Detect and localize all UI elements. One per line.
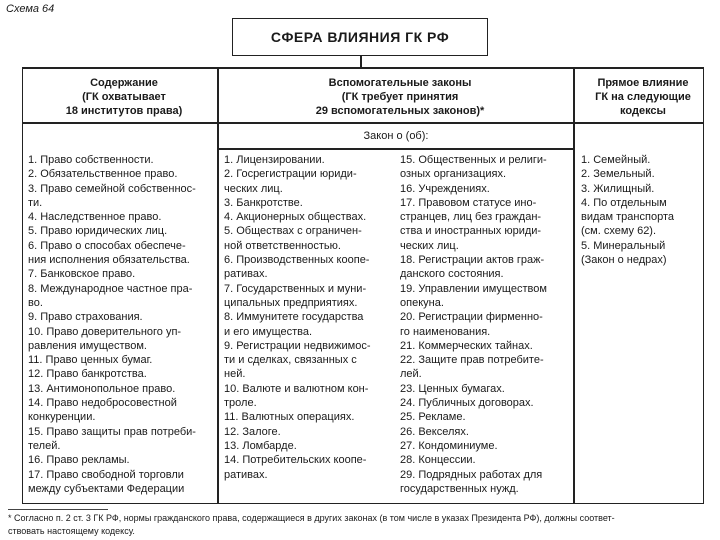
auxiliary-list-item: 22. Защите прав потребите-	[400, 354, 544, 367]
auxiliary-header	[218, 68, 582, 126]
footnote-line-2: ствовать настоящему кодексу.	[8, 526, 135, 536]
footnote	[8, 512, 712, 538]
auxiliary-list-item: 11. Валютных операциях.	[224, 411, 355, 424]
code-list-item: 3. Жилищный.	[581, 182, 655, 195]
auxiliary-list-item: 26. Векселях.	[400, 425, 469, 438]
content-list-item: конкуренции.	[28, 411, 96, 424]
content-list-item: 6. Право о способах обеспече-	[28, 239, 186, 252]
auxiliary-list-item: ти и сделках, связанных с	[224, 354, 357, 367]
code-list-item: 2. Земельный.	[581, 168, 655, 181]
code-list-item: 5. Минеральный	[581, 239, 666, 252]
auxiliary-list-item: ней.	[224, 368, 246, 381]
content-list-item: 4. Наследственное право.	[28, 211, 162, 224]
auxiliary-list-item: 3. Банкротстве.	[224, 196, 303, 209]
auxiliary-list-item: ципальных предприятиях.	[224, 296, 358, 309]
content-list-item: 16. Право рекламы.	[28, 454, 130, 467]
content-list-item: равления имуществом.	[28, 339, 147, 352]
content-list-item: 15. Право защиты прав потреби-	[28, 425, 196, 438]
auxiliary-header-line-1: Вспомогательные законы	[328, 77, 472, 89]
auxiliary-list-item: 13. Ломбарде.	[224, 439, 297, 452]
auxiliary-header-line-3: 29 вспомогательных законов)*	[315, 105, 485, 117]
footnote-line-1: * Согласно п. 2 ст. 3 ГК РФ, нормы гражданского права, содержащиеся в других законах (в том числе в указах Президента РФ), должны соответ-	[8, 513, 615, 523]
auxiliary-list-item: ративах.	[224, 468, 268, 481]
content-list-item: 13. Антимонопольное право.	[28, 382, 176, 395]
auxiliary-list-2	[400, 153, 572, 496]
auxiliary-header-line-2: (ГК требует принятия	[341, 91, 459, 103]
content-header-rule	[22, 122, 218, 124]
auxiliary-list-item: 17. Правовом статусе ино-	[400, 196, 537, 209]
content-list-item: 3. Право семейной собственнос-	[28, 182, 196, 195]
auxiliary-list-item: го наименования.	[400, 325, 491, 338]
auxiliary-list-item: 16. Учреждениях.	[400, 182, 490, 195]
auxiliary-list-item: 20. Регистрации фирменно-	[400, 311, 543, 324]
auxiliary-list-item: опекуна.	[400, 296, 444, 309]
content-header-line-2: (ГК охватывает	[82, 91, 166, 103]
auxiliary-list-item: 14. Потребительских коопе-	[224, 454, 367, 467]
auxiliary-list-item: 21. Коммерческих тайнах.	[400, 339, 533, 352]
direct-header	[574, 68, 712, 126]
direct-header-line-1: Прямое влияние	[597, 77, 689, 89]
content-list-item: 2. Обязательственное право.	[28, 168, 178, 181]
content-list-item: 14. Право недобросовестной	[28, 397, 177, 410]
auxiliary-list-item: 19. Управлении имуществом	[400, 282, 547, 295]
auxiliary-list-item: и его имущества.	[224, 325, 313, 338]
auxiliary-list-item: 29. Подрядных работах для	[400, 468, 543, 481]
auxiliary-list-item: 9. Регистрации недвижимос-	[224, 339, 371, 352]
auxiliary-list-item: 12. Залоге.	[224, 425, 281, 438]
auxiliary-list-item: 18. Регистрации актов граж-	[400, 254, 545, 267]
scheme-label: Схема 64	[6, 3, 55, 15]
footnote-rule	[8, 509, 108, 510]
auxiliary-list-item: троле.	[224, 397, 257, 410]
content-list-item: 10. Право доверительного уп-	[28, 325, 182, 338]
content-list-item: 1. Право собственности.	[28, 154, 154, 166]
content-list-item: ния исполнения обязательства.	[28, 254, 190, 267]
auxiliary-list-item: государственных нужд.	[400, 482, 519, 495]
content-list-item: 7. Банковское право.	[28, 268, 136, 281]
content-list-item: ти.	[28, 196, 43, 209]
auxiliary-list-item: 27. Кондоминиуме.	[400, 439, 498, 452]
code-list-item: (Закон о недрах)	[581, 254, 667, 267]
content-header	[22, 68, 226, 126]
auxiliary-header-rule	[218, 122, 574, 124]
auxiliary-list-item: 7. Государственных и муни-	[224, 282, 367, 295]
code-list-item: 1. Семейный.	[581, 154, 651, 166]
auxiliary-list-item: озных организациях.	[400, 168, 507, 181]
page-title: СФЕРА ВЛИЯНИЯ ГК РФ	[232, 18, 488, 56]
content-header-line-1: Содержание	[90, 77, 158, 89]
auxiliary-list-item: 23. Ценных бумагах.	[400, 382, 505, 395]
auxiliary-list-item: 5. Обществах с ограничен-	[224, 225, 362, 238]
auxiliary-list-item: 2. Госрегистрации юриди-	[224, 168, 357, 181]
auxiliary-list-item: ческих лиц.	[400, 239, 459, 252]
auxiliary-list-item: ства и иностранных юриди-	[400, 225, 542, 238]
law-about-rule	[218, 148, 574, 150]
content-list-item: 8. Международное частное пра-	[28, 282, 193, 295]
auxiliary-list-item: 4. Акционерных обществах.	[224, 211, 367, 224]
content-list-item: 17. Право свободной торговли	[28, 468, 184, 481]
content-list-item: 9. Право страхования.	[28, 311, 143, 324]
code-list-item: (см. схему 62).	[581, 225, 657, 238]
content-header-line-3: 18 институтов права)	[65, 105, 183, 117]
content-list-item: 11. Право ценных бумаг.	[28, 354, 153, 367]
direct-column	[574, 67, 704, 504]
auxiliary-list-item: 6. Производственных коопе-	[224, 254, 370, 267]
code-list-item: 4. По отдельным	[581, 196, 667, 209]
auxiliary-list-item: ративах.	[224, 268, 268, 281]
code-list-item: видам транспорта	[581, 211, 674, 224]
content-list-item: между субъектами Федерации	[28, 482, 185, 495]
content-list-item: во.	[28, 296, 43, 309]
content-list-item: телей.	[28, 439, 61, 452]
auxiliary-list-item: 25. Рекламе.	[400, 411, 466, 424]
auxiliary-list-item: лей.	[400, 368, 422, 381]
content-list-item: 12. Право банкротства.	[28, 368, 147, 381]
auxiliary-list-item: 28. Концессии.	[400, 454, 476, 467]
auxiliary-list-item: странцев, лиц без граждан-	[400, 211, 542, 224]
direct-header-rule	[574, 122, 704, 124]
auxiliary-list-1	[224, 153, 394, 482]
content-list-item: 5. Право юридических лиц.	[28, 225, 168, 238]
auxiliary-list-item: данского состояния.	[400, 268, 504, 281]
auxiliary-list-item: ной ответственностью.	[224, 239, 341, 252]
auxiliary-list-item: 15. Общественных и религи-	[400, 154, 547, 166]
auxiliary-list-item: 1. Лицензировании.	[224, 154, 325, 166]
auxiliary-list-item: 10. Валюте и валютном кон-	[224, 382, 369, 395]
codes-list	[581, 153, 701, 267]
auxiliary-list-item: 8. Иммунитете государства	[224, 311, 364, 324]
direct-header-line-3: кодексы	[620, 105, 666, 117]
content-list	[28, 153, 214, 496]
auxiliary-list-item: ческих лиц.	[224, 182, 283, 195]
law-about-label: Закон о (об):	[363, 130, 429, 142]
auxiliary-list-item: 24. Публичных договорах.	[400, 397, 534, 410]
direct-header-line-2: ГК на следующие	[595, 91, 691, 103]
